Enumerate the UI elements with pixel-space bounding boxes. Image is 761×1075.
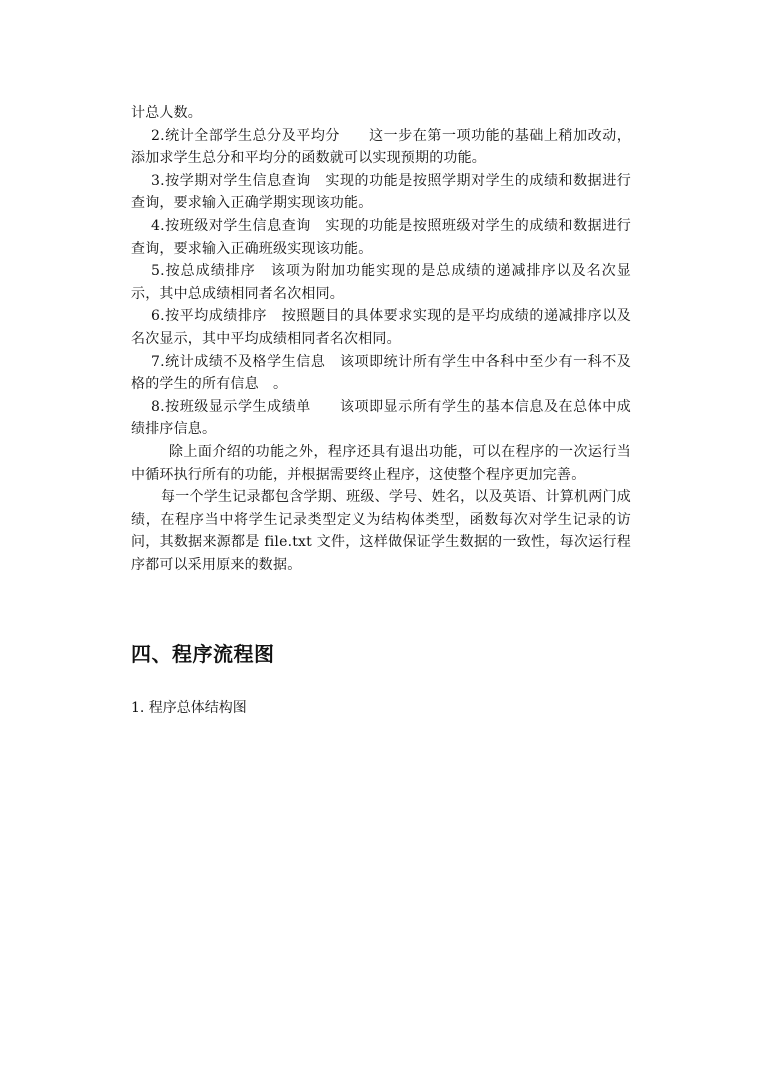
paragraph-exit-function: 除上面介绍的功能之外，程序还具有退出功能，可以在程序的一次运行当中循环执行所有的功能，并根据需要终止程序，这使整个程序更加完善。 xyxy=(131,443,631,483)
paragraph-item-6: 6.按平均成绩排序 按照题目的具体要求实现的是平均成绩的递减排序以及名次显示，其中平均成绩相同者名次相同。 xyxy=(131,308,631,347)
paragraph-continuation: 计总人数。 xyxy=(131,105,202,121)
paragraph-item-2: 2.统计全部学生总分及平均分 这一步在第一项功能的基础上稍加改动，添加求学生总分和平均分的函数就可以实现预期的功能。 xyxy=(131,127,631,167)
section-heading: 四、程序流程图 xyxy=(131,642,275,666)
paragraph-item-5: 5.按总成绩排序 该项为附加功能实现的是总成绩的递减排序以及名次显示，其中总成绩相同者名次相同。 xyxy=(131,263,631,302)
paragraph-item-7: 7.统计成绩不及格学生信息 该项即统计所有学生中各科中至少有一科不及格的学生的所有信息 。 xyxy=(131,353,631,393)
subsection-heading: 1. 程序总体结构图 xyxy=(131,700,247,716)
paragraph-record-structure: 每一个学生记录都包含学期、班级、学号、姓名，以及英语、计算机两门成绩，在程序当中将学生记录类型定义为结构体类型，函数每次对学生记录的访问，其数据来源都是 file.txt 文件，这样做保证学生数据的一致性，每次运行程序都可以采用原来的数据。 xyxy=(131,489,631,573)
paragraph-item-8: 8.按班级显示学生成绩单 该项即显示所有学生的基本信息及在总体中成绩排序信息。 xyxy=(131,398,631,438)
paragraph-item-4: 4.按班级对学生信息查询 实现的功能是按照班级对学生的成绩和数据进行查询，要求输入正确班级实现该功能。 xyxy=(131,217,631,257)
body-text xyxy=(131,102,631,576)
paragraph-item-3: 3.按学期对学生信息查询 实现的功能是按照学期对学生的成绩和数据进行查询，要求输入正确学期实现该功能。 xyxy=(131,172,631,212)
